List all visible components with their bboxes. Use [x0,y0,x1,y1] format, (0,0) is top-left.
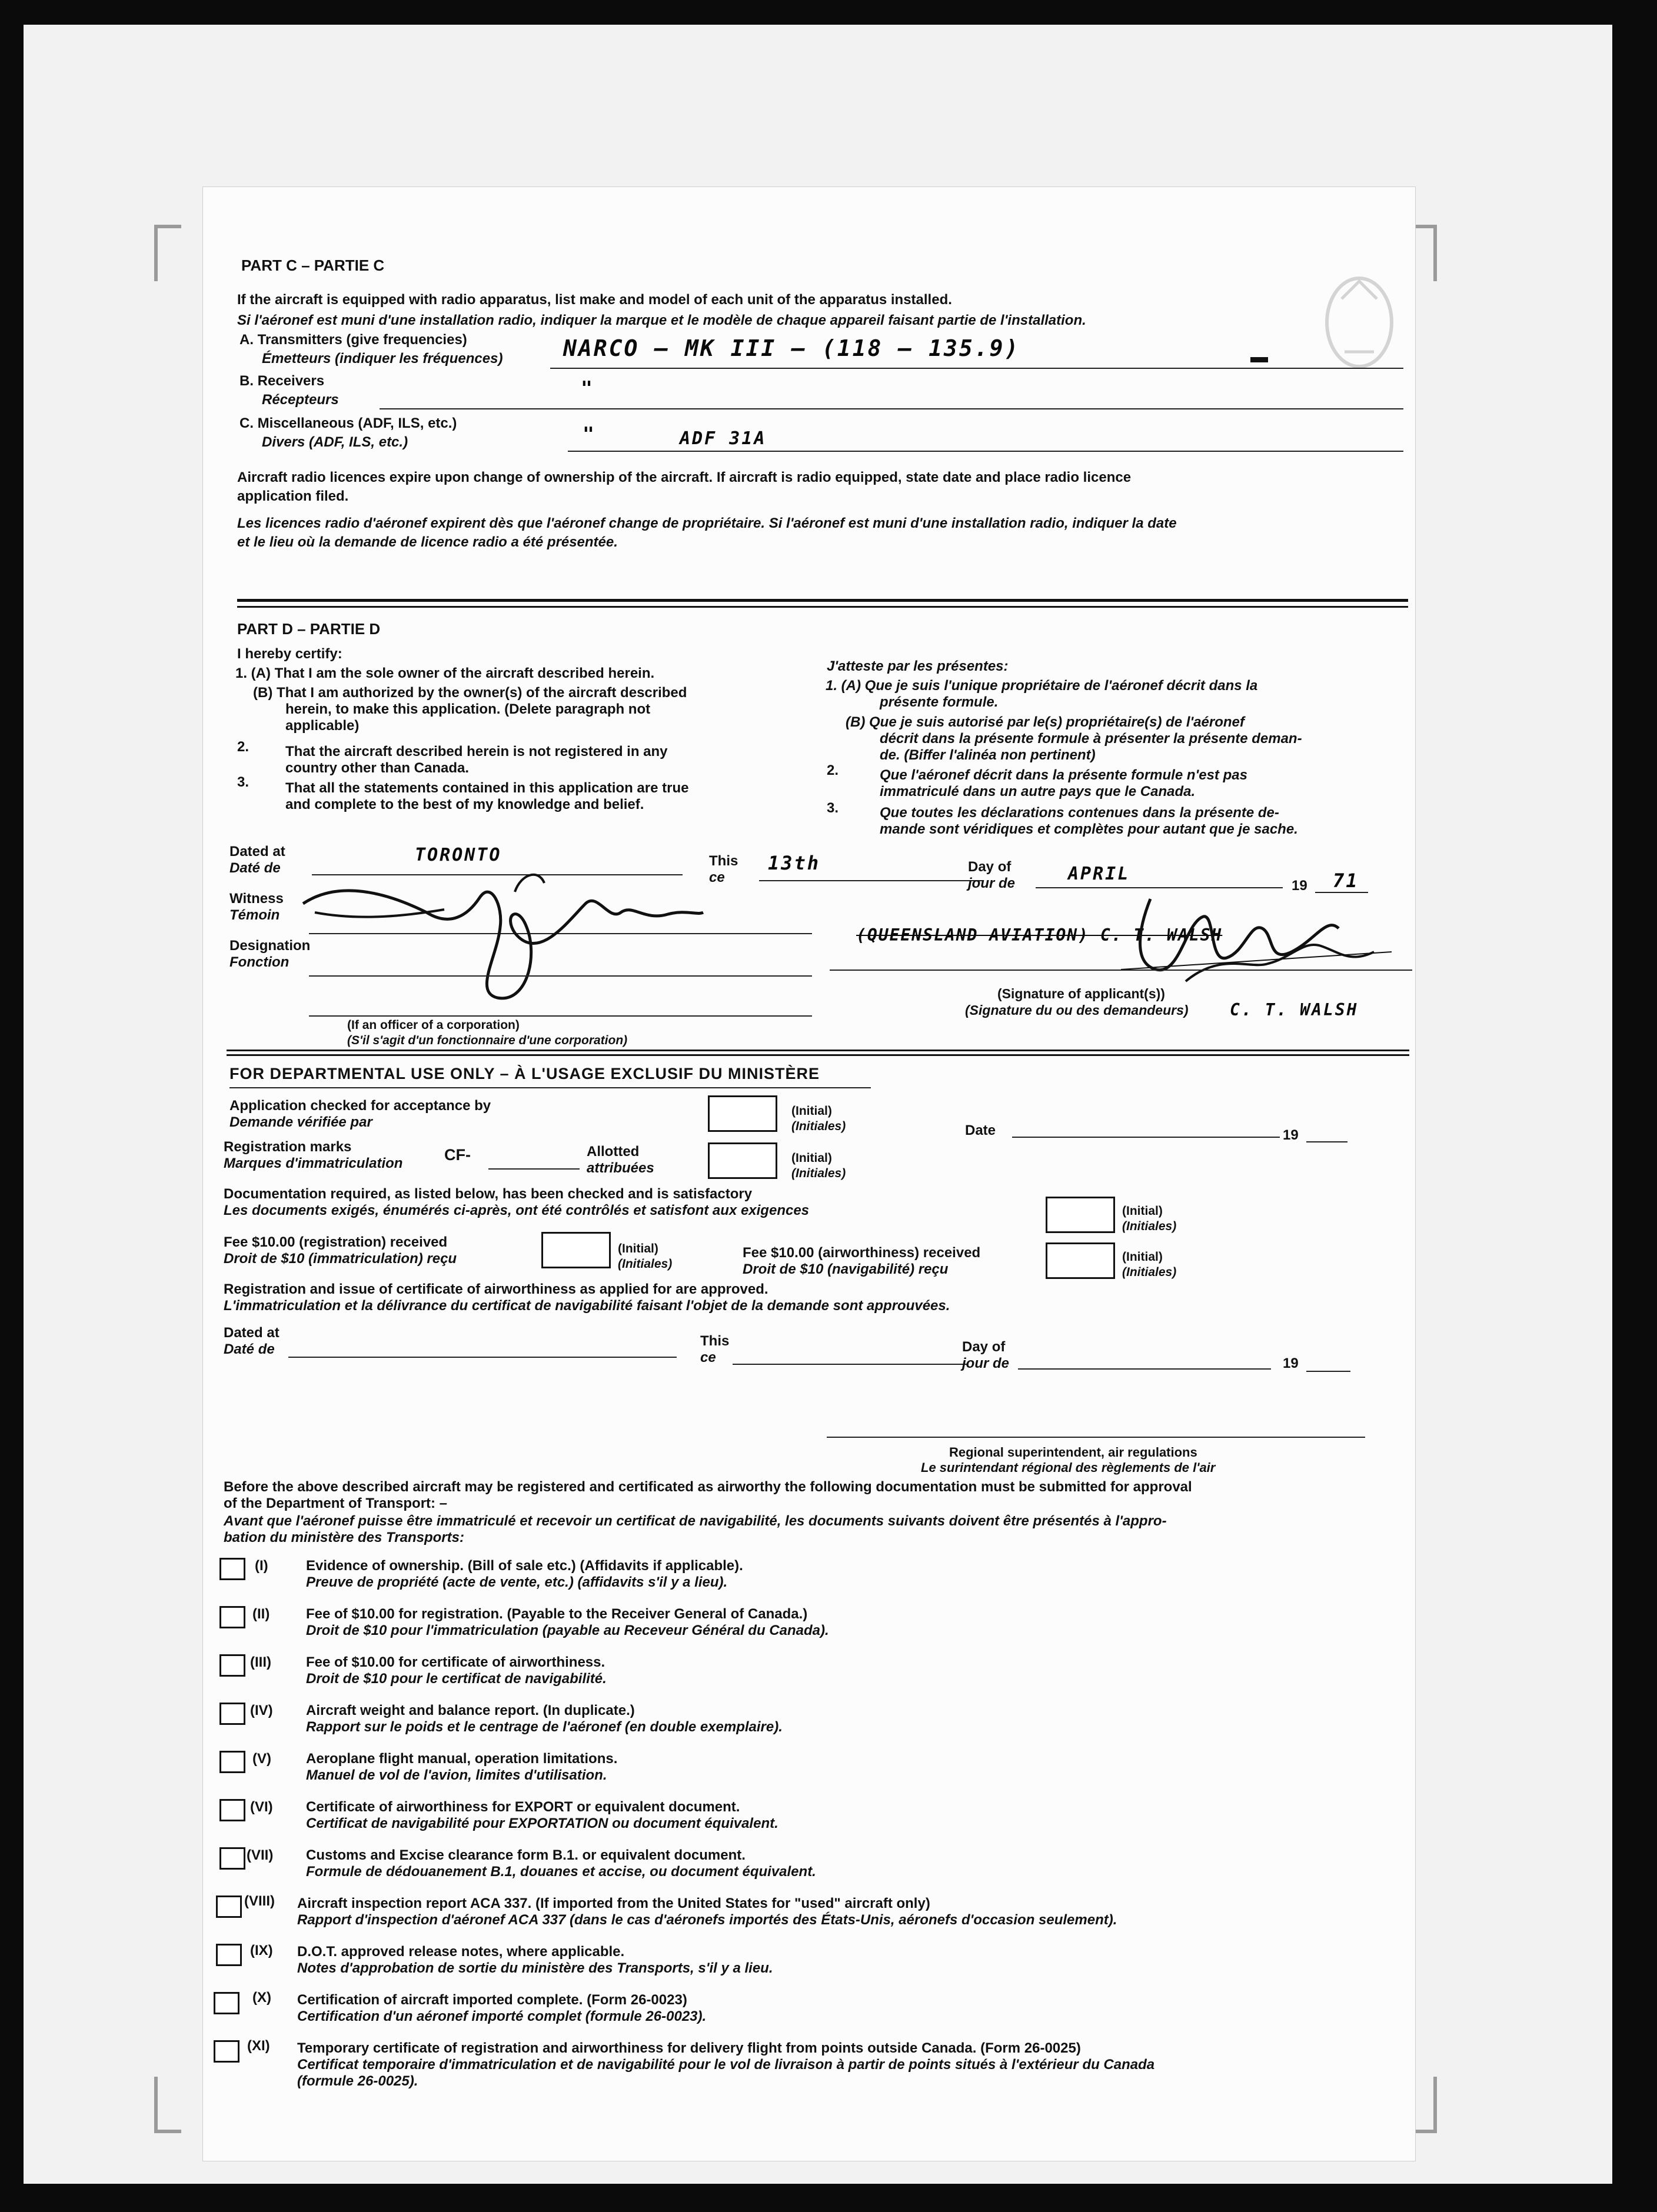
applicant-typed-name-struck: (QUEENSLAND AVIATION) C. T. WALSH [856,925,1223,945]
applicant-signature-line [830,970,1412,971]
cert-fr-1b-line2: décrit dans la présente formule à présenter la présente deman- [880,731,1302,747]
cert-en-1b-line2: herein, to make this application. (Delete paragraph not [285,701,651,717]
part-c-intro-fr: Si l'aéronef est muni d'une installation radio, indiquer la marque et le modèle de chaque appareil faisant partie de l'installation. [237,312,1086,328]
requirement-checkbox[interactable] [219,1751,245,1773]
dept-date-label: Date [965,1122,996,1138]
certify-en: I hereby certify: [237,646,342,662]
fee-reg-initial-label-fr: (Initiales) [618,1257,673,1271]
cert-fr-1a-line1: 1. (A) Que je suis l'unique propriétaire de l'aéronef décrit dans la [826,678,1258,694]
requirement-text-fr: Rapport sur le poids et le centrage de l'aéronef (en double exemplaire). [306,1719,783,1735]
requirement-checkbox[interactable] [219,1558,245,1580]
misc-value: ADF 31A [680,428,767,449]
requirement-text-en: Aeroplane flight manual, operation limitations. [306,1751,618,1767]
cert-en-1a: 1. (A) That I am the sole owner of the aircraft described herein. [235,665,655,681]
part-d-heading: PART D – PARTIE D [237,620,381,638]
cert-fr-3-line1: Que toutes les déclarations contenues dans la présente de- [880,805,1279,821]
part-c-heading: PART C – PARTIE C [241,256,385,274]
dept-this-line[interactable] [733,1364,968,1365]
receivers-label-fr: Récepteurs [262,392,339,408]
reg-marks-label-fr: Marques d'immatriculation [224,1155,403,1171]
requirement-number: (I) [255,1558,268,1574]
fee-air-initial-label-fr: (Initiales) [1122,1265,1177,1279]
requirement-text-en: Certificate of airworthiness for EXPORT or equivalent document. [306,1799,740,1815]
dept-date-year-line[interactable] [1306,1141,1347,1142]
allotted-initial-label-fr: (Initiales) [791,1167,846,1180]
requirement-checkbox[interactable] [219,1799,245,1821]
requirement-number: (IV) [250,1703,273,1718]
licence-note-fr-1: Les licences radio d'aéronef expirent dès que l'aéronef change de propriétaire. Si l'aéronef est muni d'une installation radio, indiquer la date [237,515,1177,531]
struck-mark: ▬ [1250,347,1268,367]
receivers-line [380,408,1403,409]
this-label-en: This [709,853,738,869]
year-value: 71 [1333,870,1359,892]
canada-crest-bleedthrough-icon [1309,264,1409,381]
checked-initial-box[interactable] [708,1095,777,1132]
certify-fr: J'atteste par les présentes: [827,658,1009,674]
transmitters-label-fr: Émetteurs (indiquer les fréquences) [262,351,503,367]
dept-divider-bottom [227,1054,1409,1056]
cert-fr-1b-line3: de. (Biffer l'alinéa non pertinent) [880,747,1096,763]
requirement-text-fr: Formule de dédouanement B.1, douanes et accise, ou document équivalent. [306,1864,816,1880]
fee-reg-label-fr: Droit de $10 (immatriculation) reçu [224,1251,457,1267]
cert-fr-3-num: 3. [827,800,839,816]
approval-text-fr: L'immatriculation et la délivrance du certificat de navigabilité faisant l'objet de la demande sont approuvées. [224,1298,950,1314]
reg-marks-label-en: Registration marks [224,1139,352,1155]
requirement-checkbox[interactable] [219,1606,245,1628]
day-of-value: APRIL [1068,864,1130,884]
officer-note-en: (If an officer of a corporation) [347,1018,520,1032]
fee-reg-label-en: Fee $10.00 (registration) received [224,1234,448,1250]
witness-label-en: Witness [229,891,284,907]
film-border-top [0,0,1657,25]
docs-initial-label-en: (Initial) [1122,1204,1163,1218]
licence-note-fr-2: et le lieu où la demande de licence radio a été présentée. [237,534,618,550]
requirement-checkbox[interactable] [219,1847,245,1870]
year-prefix: 19 [1292,878,1307,894]
dated-at-value: TORONTO [415,845,502,865]
reg-marks-line[interactable] [488,1168,580,1170]
officer-line [309,1015,812,1017]
cert-en-3-line1: That all the statements contained in this application are true [285,780,689,796]
requirements-intro-fr-2: bation du ministère des Transports: [224,1530,464,1545]
docs-initial-box[interactable] [1046,1197,1115,1233]
transmitters-label-en: A. Transmitters (give frequencies) [239,332,467,348]
docs-checked-en: Documentation required, as listed below, has been checked and is satisfactory [224,1186,753,1202]
day-of-label-en: Day of [968,859,1011,875]
cert-fr-1a-line2: présente formule. [880,694,999,710]
requirement-number: (VI) [250,1799,273,1815]
receivers-label-en: B. Receivers [239,373,325,389]
requirement-checkbox[interactable] [219,1654,245,1677]
fee-air-label-fr: Droit de $10 (navigabilité) reçu [743,1261,949,1277]
applicant-signature [1115,878,1398,999]
requirement-checkbox[interactable] [219,1703,245,1725]
dept-this-label-en: This [700,1333,730,1349]
misc-label-fr: Divers (ADF, ILS, etc.) [262,434,408,450]
dept-day-of-label-fr: jour de [962,1355,1010,1371]
requirement-text-en: Certification of aircraft imported complete. (Form 26-0023) [297,1992,687,2008]
form-page [203,187,1415,2161]
requirement-text-en: Evidence of ownership. (Bill of sale etc.) (Affidavits if applicable). [306,1558,743,1574]
requirement-number: (VIII) [244,1893,275,1909]
reg-marks-prefix: CF- [444,1146,471,1164]
checked-by-label-fr: Demande vérifiée par [229,1114,372,1130]
requirement-text-en: Customs and Excise clearance form B.1. or equivalent document. [306,1847,746,1863]
superintendent-signature-line[interactable] [827,1437,1365,1438]
requirement-text-fr: Notes d'approbation de sortie du ministère des Transports, s'il y a lieu. [297,1960,773,1976]
requirements-intro-fr-1: Avant que l'aéronef puisse être immatriculé et recevoir un certificat de navigabilité, les documents suivants doivent être présentés à l'appro- [224,1513,1167,1529]
docs-checked-fr: Les documents exigés, énumérés ci-après, ont été contrôlés et satisfont aux exigences [224,1202,810,1218]
transmitters-value: NARCO – MK III – (118 – 135.9) [563,335,1020,361]
cert-en-2-line1: That the aircraft described herein is not registered in any [285,744,668,759]
requirement-text-fr-cont: (formule 26-0025). [297,2073,418,2089]
dept-date-year-prefix: 19 [1283,1127,1299,1143]
section-divider [237,599,1408,602]
requirement-text-fr: Droit de $10 pour le certificat de navigabilité. [306,1671,607,1687]
crop-mark-bottom-left [154,2077,181,2133]
fee-air-initial-box[interactable] [1046,1242,1115,1279]
requirement-text-fr: Manuel de vol de l'avion, limites d'utilisation. [306,1767,607,1783]
film-border-bottom [0,2184,1657,2212]
docs-initial-label-fr: (Initiales) [1122,1220,1177,1233]
fee-reg-initial-label-en: (Initial) [618,1242,658,1255]
licence-note-en-1: Aircraft radio licences expire upon change of ownership of the aircraft. If aircraft is radio equipped, state date and place radio licence [237,469,1132,485]
cert-en-2-line2: country other than Canada. [285,760,470,776]
officer-note-fr: (S'il s'agit d'un fonctionnaire d'une corporation) [347,1034,628,1047]
applicant-name: C. T. WALSH [1230,1000,1359,1020]
checked-by-label-en: Application checked for acceptance by [229,1098,491,1114]
cert-en-2-num: 2. [237,739,249,755]
dept-day-of-label-en: Day of [962,1339,1006,1355]
requirement-text-en: Aircraft weight and balance report. (In duplicate.) [306,1703,635,1718]
part-c-intro-en: If the aircraft is equipped with radio apparatus, list make and model of each unit of the apparatus installed. [237,292,952,308]
misc-value-mark: " [583,422,596,445]
dept-heading: FOR DEPARTMENTAL USE ONLY – À L'USAGE EXCLUSIF DU MINISTÈRE [229,1065,820,1082]
dept-date-line[interactable] [1012,1137,1280,1138]
dept-year-prefix: 19 [1283,1355,1299,1371]
section-divider-thin [237,606,1408,608]
signature-applicant-label-fr: (Signature du ou des demandeurs) [965,1002,1189,1018]
cert-fr-1b-line1: (B) Que je suis autorisé par le(s) propriétaire(s) de l'aéronef [846,714,1245,730]
requirement-checkbox[interactable] [214,2040,239,2063]
requirement-text-fr: Rapport d'inspection d'aéronef ACA 337 (dans le cas d'aéronefs importés des États-Unis, aéronefs d'occasion seulement). [297,1912,1117,1928]
requirement-text-en: D.O.T. approved release notes, where applicable. [297,1944,625,1960]
fee-reg-initial-box[interactable] [541,1232,611,1268]
requirement-number: (VII) [247,1847,274,1863]
allotted-initial-box[interactable] [708,1142,777,1179]
requirement-text-fr: Droit de $10 pour l'immatriculation (payable au Receveur Général du Canada). [306,1623,829,1638]
this-line [759,880,983,881]
cert-fr-2-line2: immatriculé dans un autre pays que le Canada. [880,784,1196,799]
requirement-checkbox[interactable] [216,1895,242,1918]
dept-heading-underline [229,1087,871,1088]
requirement-text-fr: Certificat temporaire d'immatriculation et de navigabilité pour le vol de livraison à partir de points situés à l'extérieur du Canada [297,2057,1155,2073]
cert-en-3-line2: and complete to the best of my knowledge and belief. [285,797,644,812]
requirement-text-en: Fee of $10.00 for registration. (Payable to the Receiver General of Canada.) [306,1606,808,1622]
dept-dated-at-line[interactable] [288,1357,677,1358]
requirement-number: (X) [252,1990,271,2006]
film-border-left [0,0,24,2212]
requirement-number: (XI) [247,2038,270,2054]
designation-label-en: Designation [229,938,311,954]
requirement-text-en: Fee of $10.00 for certificate of airworthiness. [306,1654,605,1670]
dept-divider-top [227,1050,1409,1051]
designation-line [309,975,812,977]
designation-label-fr: Fonction [229,954,290,970]
dated-at-label-en: Dated at [229,844,285,860]
cert-en-1b-line1: (B) That I am authorized by the owner(s) of the aircraft described [253,685,687,701]
requirement-text-en: Aircraft inspection report ACA 337. (If imported from the United States for "used" aircraft only) [297,1895,930,1911]
requirement-text-fr: Certificat de navigabilité pour EXPORTATION ou document équivalent. [306,1815,778,1831]
requirements-intro-en-2: of the Department of Transport: – [224,1495,448,1511]
superintendent-label-en: Regional superintendent, air regulations [949,1445,1197,1460]
requirement-text-en: Temporary certificate of registration and airworthiness for delivery flight from points outside Canada. (Form 26-0025) [297,2040,1081,2056]
cert-en-1b-line3: applicable) [285,718,360,734]
dept-this-label-fr: ce [700,1350,716,1365]
requirements-intro-en-1: Before the above described aircraft may be registered and certificated as airworthy the following documentation must be submitted for approval [224,1479,1192,1495]
allotted-label-en: Allotted [587,1144,640,1160]
fee-air-initial-label-en: (Initial) [1122,1250,1163,1264]
dept-day-of-line[interactable] [1018,1368,1271,1370]
approval-text-en: Registration and issue of certificate of airworthiness as applied for are approved. [224,1281,768,1297]
requirement-number: (II) [252,1606,270,1622]
crop-mark-top-left [154,225,181,281]
fee-air-label-en: Fee $10.00 (airworthiness) received [743,1245,981,1261]
witness-label-fr: Témoin [229,907,280,923]
requirement-text-fr: Preuve de propriété (acte de vente, etc.) (affidavits s'il y a lieu). [306,1574,728,1590]
requirement-text-fr: Certification d'un aéronef importé complet (formule 26-0023). [297,2008,707,2024]
requirement-number: (V) [252,1751,271,1767]
film-border-right [1612,0,1657,2212]
requirement-checkbox[interactable] [214,1992,239,2014]
witness-signature [291,857,715,1004]
this-value: 13th [768,852,821,874]
checked-initial-label-en: (Initial) [791,1104,832,1118]
dept-dated-at-label-fr: Daté de [224,1341,275,1357]
dated-at-label-fr: Daté de [229,860,281,876]
cert-fr-3-line2: mande sont véridiques et complètes pour autant que je sache. [880,821,1298,837]
licence-note-en-2: application filed. [237,488,349,504]
checked-initial-label-fr: (Initiales) [791,1120,846,1133]
signature-applicant-label-en: (Signature of applicant(s)) [997,986,1165,1001]
misc-label-en: C. Miscellaneous (ADF, ILS, etc.) [239,415,457,431]
allotted-label-fr: attribuées [587,1160,654,1176]
requirement-number: (IX) [250,1943,273,1958]
cert-fr-2-num: 2. [827,762,839,778]
day-of-label-fr: jour de [968,875,1016,891]
cert-en-3-num: 3. [237,774,249,790]
requirement-checkbox[interactable] [216,1944,242,1966]
misc-line [568,451,1403,452]
dept-dated-at-label-en: Dated at [224,1325,280,1341]
this-label-fr: ce [709,870,725,885]
allotted-initial-label-en: (Initial) [791,1151,832,1165]
transmitters-line [550,368,1403,369]
superintendent-label-fr: Le surintendant régional des règlements de l'air [921,1460,1216,1475]
dept-year-line[interactable] [1306,1371,1350,1372]
receivers-value: " [581,377,594,399]
cert-fr-2-line1: Que l'aéronef décrit dans la présente formule n'est pas [880,767,1247,783]
requirement-number: (III) [250,1654,271,1670]
